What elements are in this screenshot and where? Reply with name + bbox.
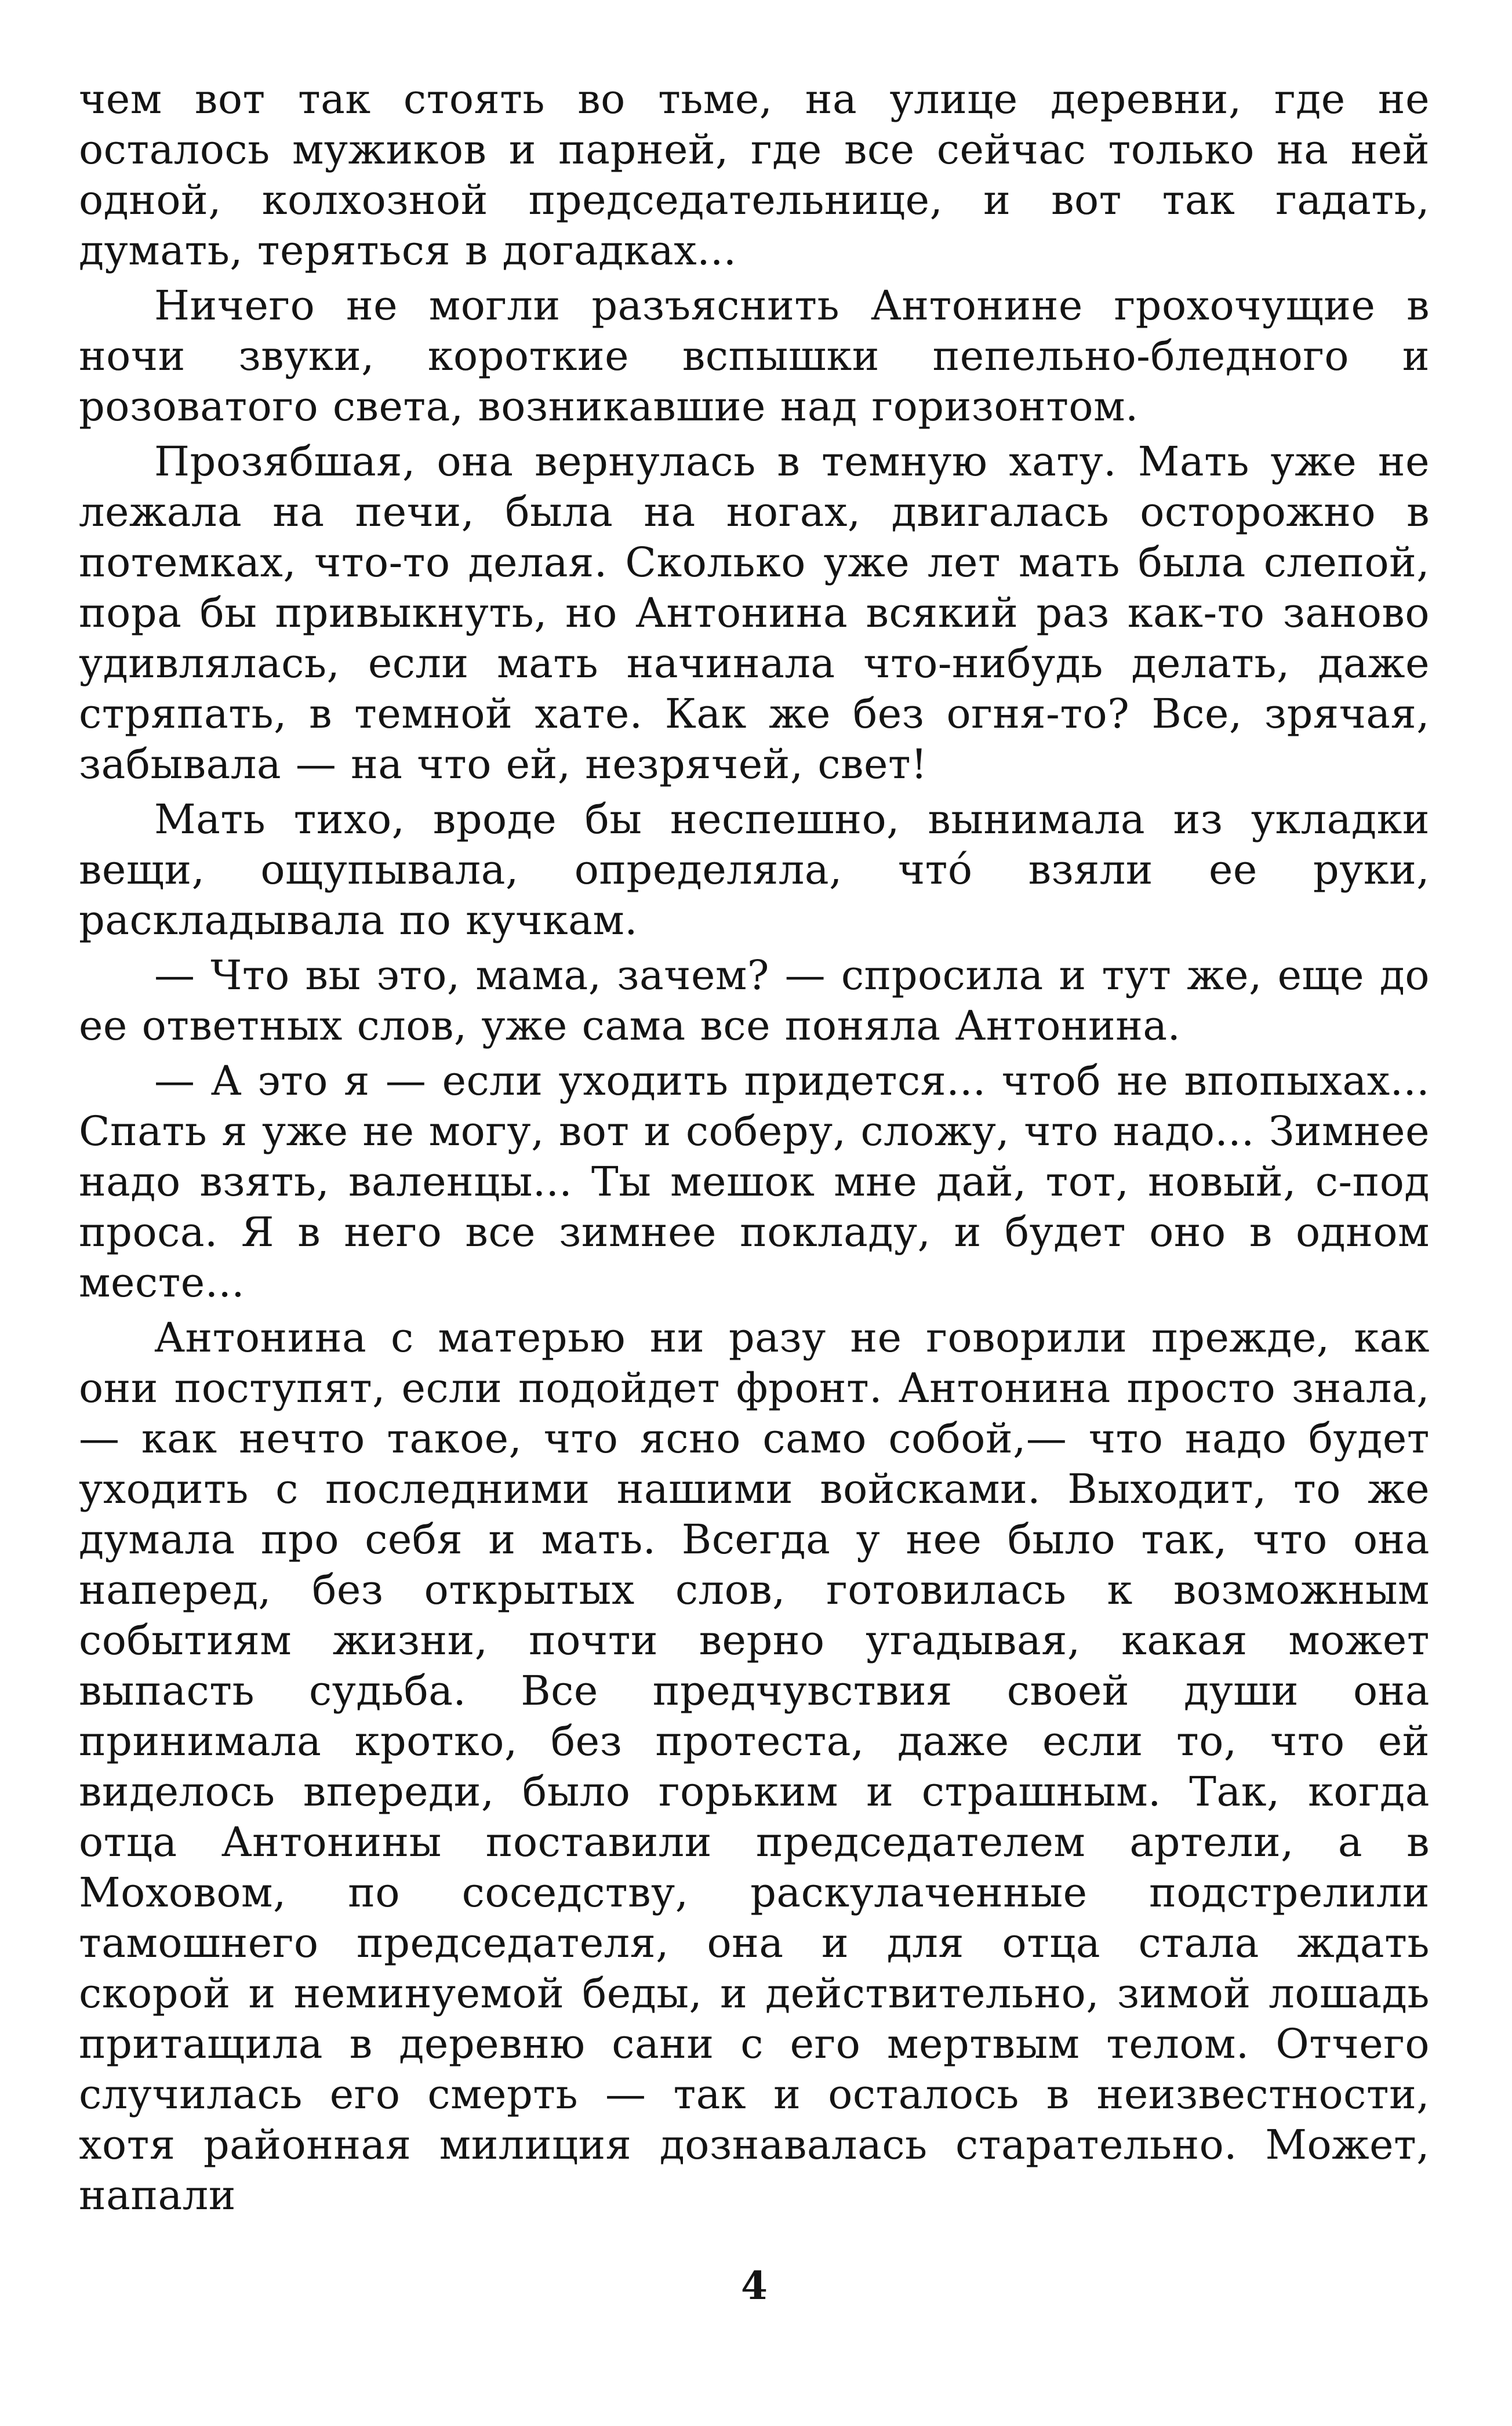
dialogue-line: — Что вы это, мама, зачем? — спросила и тут же, еще до ее ответных слов, уже сама все поняла Антонина. [79, 951, 1430, 1049]
paragraph: Мать тихо, вроде бы неспешно, вынимала из укладки вещи, ощупывала, определяла, что́ взяли ее руки, раскладывала по кучкам. [79, 796, 1430, 944]
paragraph: Прозябшая, она вернулась в темную хату. Мать уже не лежала на печи, была на ногах, двигалась осторожно в потемках, что-то делая. Сколько уже лет мать была слепой, пора бы привыкнуть, но Антонина всякий раз как-то заново удивлялась, если мать начинала что-нибудь делать, даже стряпать, в темной хате. Как же без огня-то? Все, зрячая, забывала — на что ей, незрячей, свет! [79, 438, 1430, 788]
body-text [79, 74, 1430, 2221]
paragraph: Антонина с матерью ни разу не говорили прежде, как они поступят, если подойдет фронт. Антонина просто знала,— как нечто такое, что ясно само собой,— что надо будет уходить с последними нашими войсками. Выходит, то же думала про себя и мать. Всегда у нее было так, что она наперед, без открытых слов, готовилась к возможным событиям жизни, почти верно угадывая, какая может выпасть судьба. Все предчувствия своей души она принимала кротко, без протеста, даже если то, что ей виделось впереди, было горьким и страшным. Так, когда отца Антонины поставили председателем артели, а в Моховом, по соседству, раскулаченные подстрелили тамошнего председателя, она и для отца стала ждать скорой и неминуемой беды, и действительно, зимой лошадь притащила в деревню сани с его мертвым телом. Отчего случилась его смерть — так и осталось в неизвестности, хотя районная милиция дознавалась старательно. Может, напали [79, 1314, 1430, 2219]
book-page [79, 74, 1430, 2394]
paragraph: Ничего не могли разъяснить Антонине грохочущие в ночи звуки, короткие вспышки пепельно-бледного и розоватого света, возникавшие над горизонтом. [79, 282, 1430, 430]
dialogue-line: — А это я — если уходить придется... чтоб не впопыхах... Спать я уже не могу, вот и соберу, сложу, что надо... Зимнее надо взять, валенцы... Ты мешок мне дай, тот, новый, с-под проса. Я в него все зимнее покладу, и будет оно в одном месте... [79, 1057, 1430, 1306]
page-number: 4 [741, 2263, 768, 2308]
paragraph-continuation: чем вот так стоять во тьме, на улице деревни, где не осталось мужиков и парней, где все сейчас только на ней одной, колхозной председательнице, и вот так гадать, думать, теряться в догадках... [79, 75, 1430, 274]
